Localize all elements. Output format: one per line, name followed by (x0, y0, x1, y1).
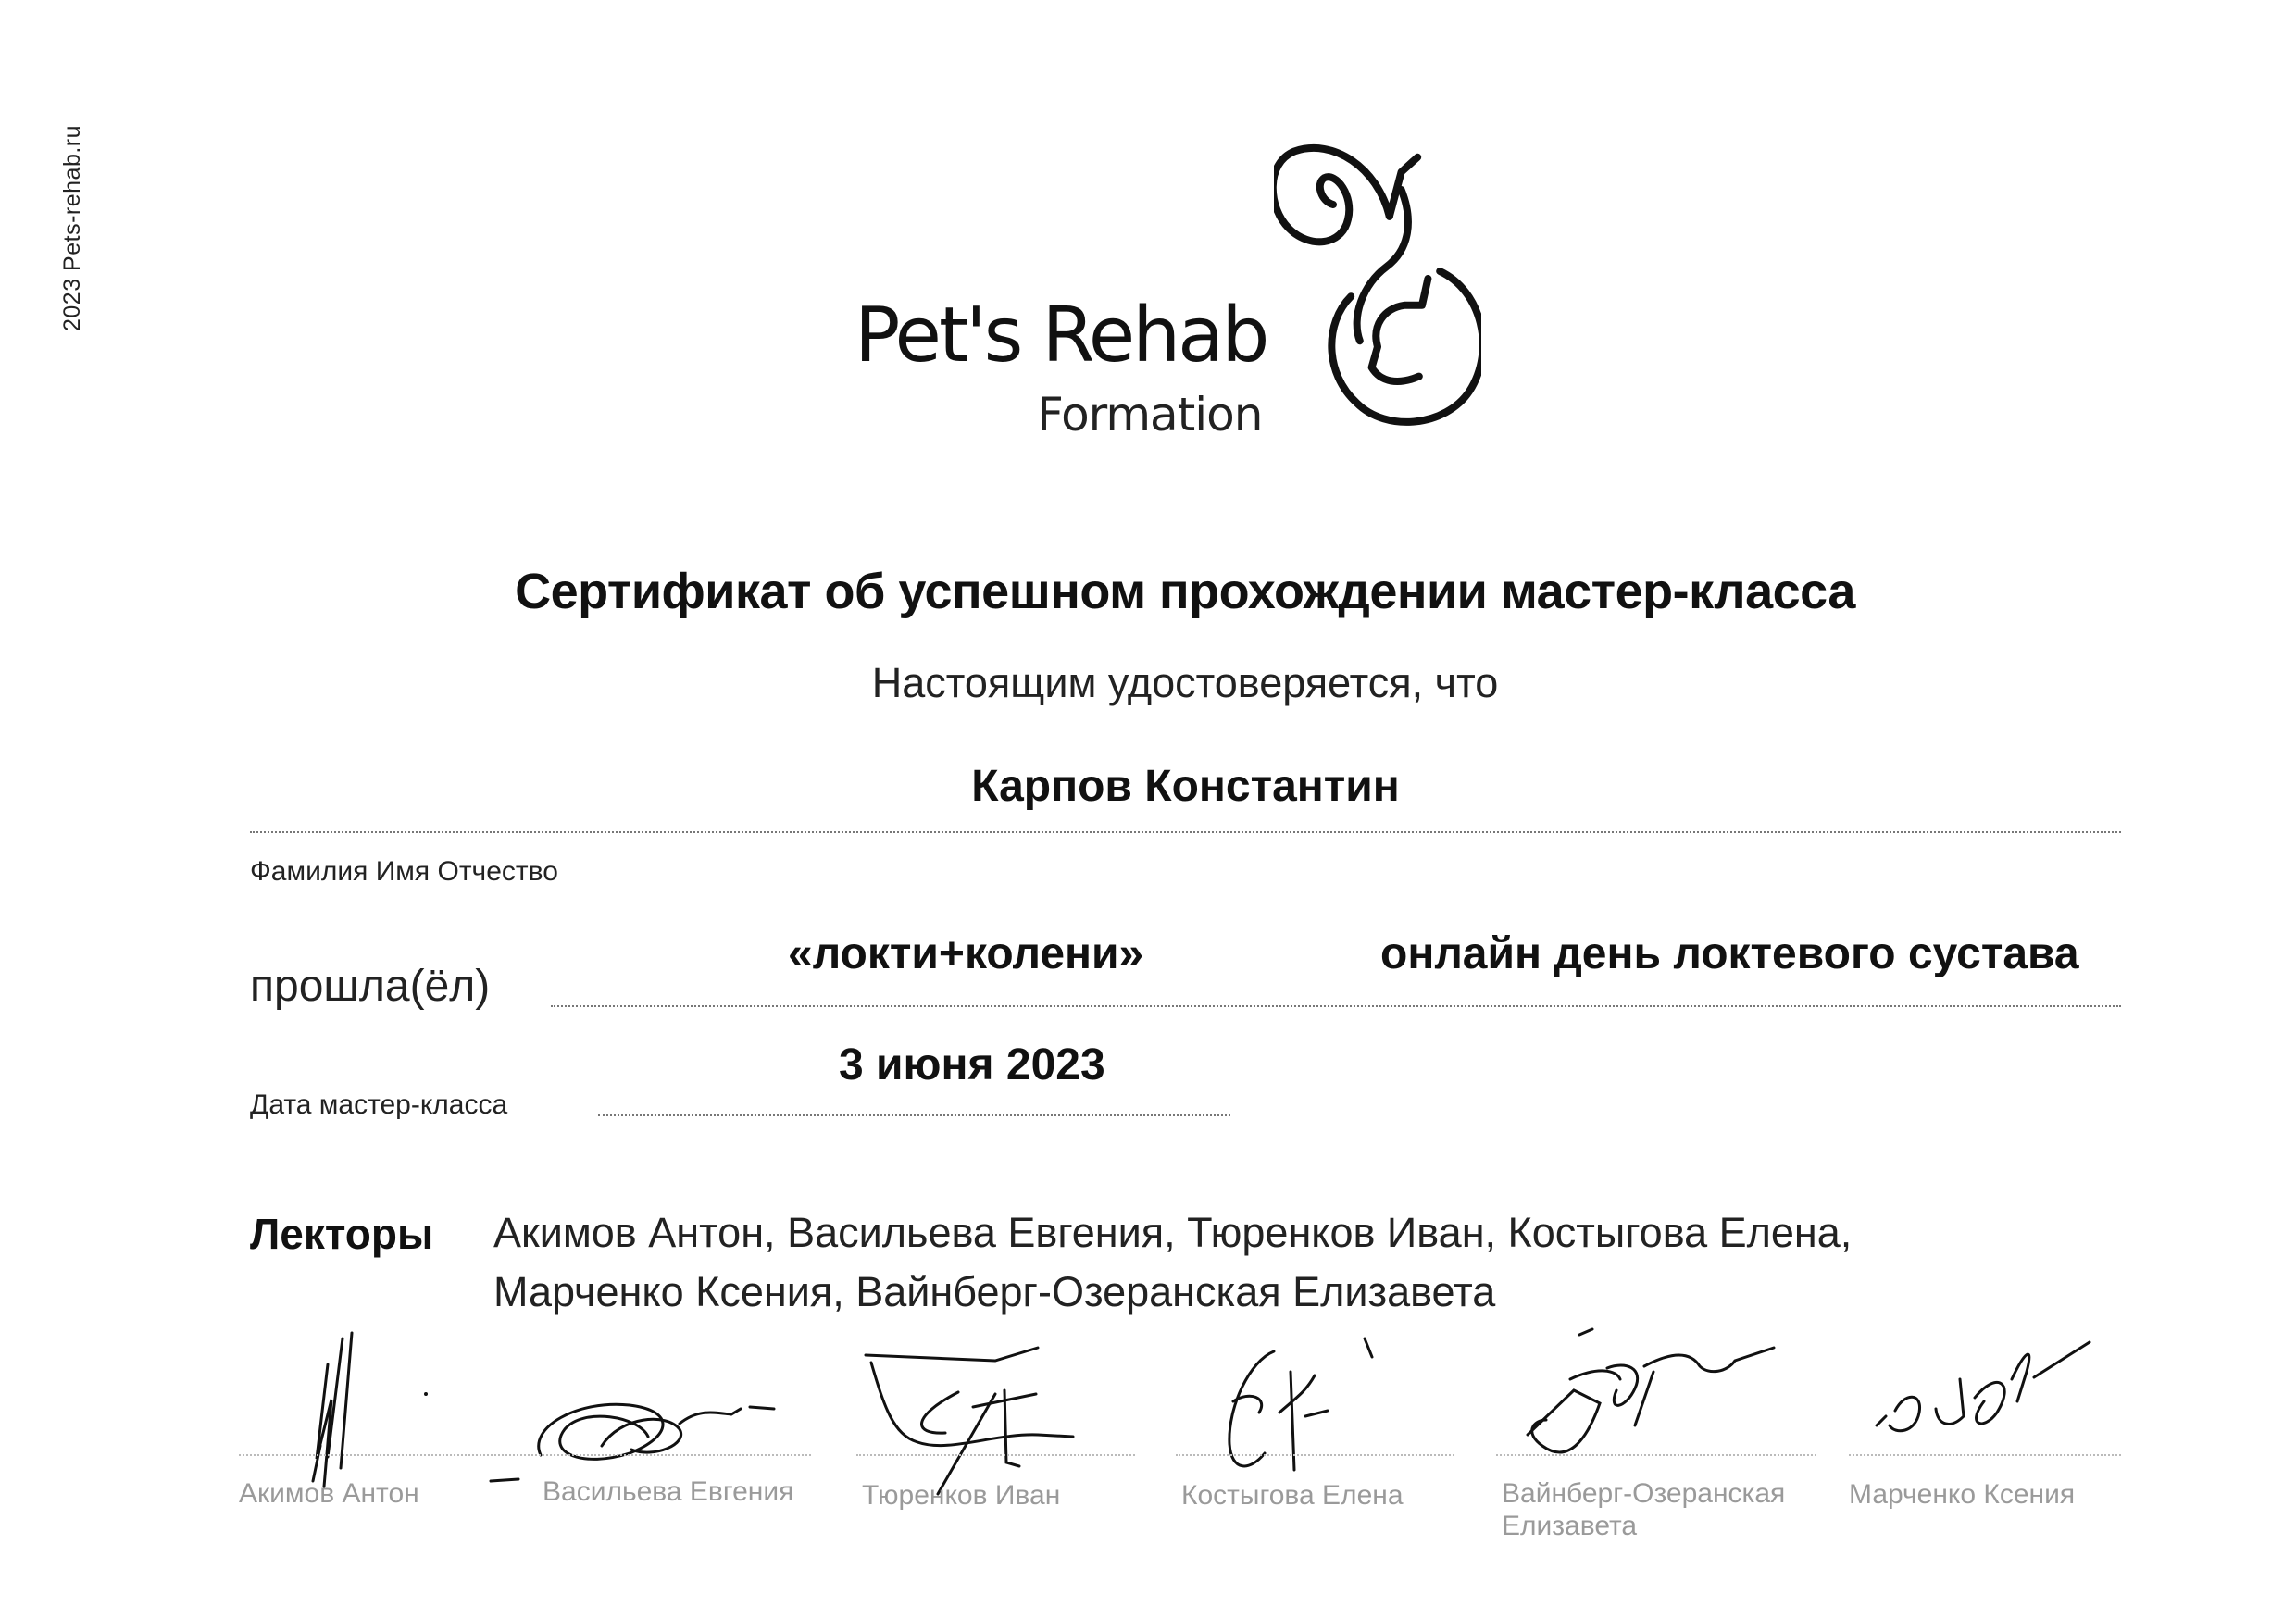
side-note: 2023 Pets-rehab.ru (59, 124, 85, 331)
handwritten-signature-icon (491, 1324, 811, 1546)
course-description: онлайн день локтевого сустава (1380, 929, 2079, 978)
signature-name: Костыгова Елена (1181, 1480, 1404, 1511)
logo-subtitle: Formation (1037, 388, 1263, 442)
handwritten-signature-icon (1849, 1324, 2121, 1546)
signature-name: Акимов Антон (239, 1478, 419, 1509)
recipient-name: Карпов Константин (971, 762, 1400, 811)
course-title: «локти+колени» (788, 929, 1144, 978)
handwritten-signature-icon (856, 1324, 1135, 1546)
course-underline (551, 1005, 2121, 1007)
dog-cat-logo-icon (1274, 131, 1481, 427)
certificate-title: Сертификат об успешном прохождении мастер-класса (515, 564, 1855, 619)
name-underline (250, 831, 2121, 833)
handwritten-signature-icon (1176, 1324, 1454, 1546)
lectors-line-2: Марченко Ксения, Вайнберг-Озеранская Елизавета (493, 1268, 1496, 1315)
signature-name: Тюренков Иван (862, 1480, 1061, 1511)
signature-block (1176, 1324, 1454, 1546)
lectors-line-1: Акимов Антон, Васильева Евгения, Тюренков Иван, Костыгова Елена, (493, 1209, 1853, 1256)
logo (855, 292, 1267, 442)
name-label: Фамилия Имя Отчество (250, 856, 558, 887)
signature-block (856, 1324, 1135, 1546)
signature-block (491, 1324, 811, 1546)
signature-name: Васильева Евгения (543, 1476, 794, 1507)
course-date: 3 июня 2023 (839, 1040, 1105, 1089)
lectors-label: Лекторы (250, 1210, 434, 1258)
certificate-subtitle: Настоящим удостоверяется, что (871, 659, 1499, 706)
signature-name: Вайнберг-Озеранская Елизавета (1502, 1478, 1786, 1542)
date-underline (598, 1114, 1230, 1116)
logo-name: Pet's Rehab (855, 292, 1267, 380)
signature-block (1849, 1324, 2121, 1546)
signature-name: Марченко Ксения (1849, 1479, 2076, 1510)
date-label: Дата мастер-класса (250, 1089, 508, 1120)
signature-block (1496, 1324, 1816, 1555)
passed-label: прошла(ёл) (250, 962, 491, 1011)
